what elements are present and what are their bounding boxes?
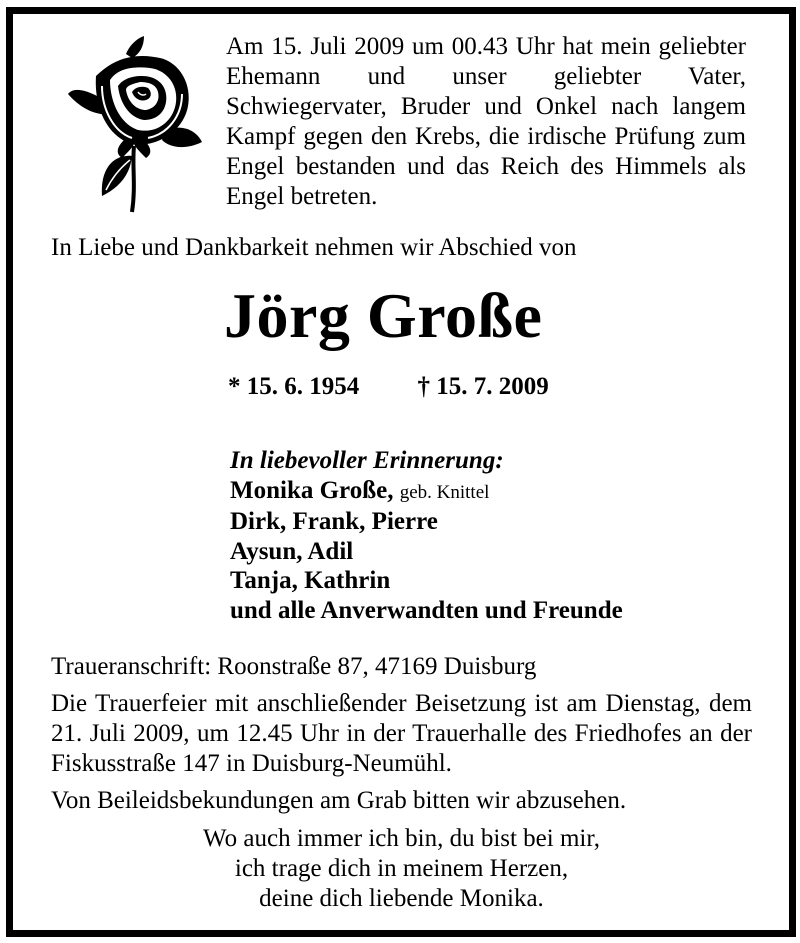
mourning-address: Traueranschrift: Roonstraße 87, 47169 Duisburg [51, 653, 537, 680]
mourner-name: und alle Anverwandten und Freunde [230, 596, 623, 624]
mourner-note: geb. Knittel [399, 481, 490, 503]
mourner-line [230, 476, 623, 508]
mourner-line [230, 566, 623, 596]
poem-line: deine dich liebende Monika. [259, 885, 544, 912]
mourner-name: Aysun, Adil [230, 537, 354, 565]
mourner-name: Tanja, Kathrin [230, 567, 391, 594]
deceased-name: Jörg Große [224, 280, 543, 351]
condolence-note: Von Beileidsbekundungen am Grab bitten wir abzusehen. [51, 787, 627, 814]
memory-heading: In liebevoller Erinnerung: [230, 447, 504, 474]
mourner-line [230, 596, 623, 626]
birth-date: * 15. 6. 1954 [228, 373, 360, 400]
farewell-line: In Liebe und Dankbarkeit nehmen wir Abschied von [51, 234, 577, 261]
mourner-line [230, 507, 623, 537]
rose-icon [66, 36, 206, 214]
poem-line: Wo auch immer ich bin, du bist bei mir, [203, 825, 600, 852]
death-date: † 15. 7. 2009 [417, 373, 549, 400]
intro-text: Am 15. Juli 2009 um 00.43 Uhr hat mein geliebter Ehemann und unser geliebter Vater, Schwiegervater, Bruder und Onkel nach langem Kampf gegen den Krebs, die irdische Prüfung zum Engel bestanden und das Reich des Himmels als Engel betreten. [226, 33, 746, 210]
mourner-name: Dirk, Frank, Pierre [230, 508, 438, 535]
life-dates [228, 372, 549, 402]
ceremony-text: Die Trauerfeier mit anschließender Beisetzung ist am Dienstag, dem 21. Juli 2009, um 12.45 Uhr in der Trauerhalle des Friedhofes an der Fiskusstraße 147 in Duisburg-Neumühl. [51, 690, 752, 777]
mourner-line [230, 537, 623, 567]
closing-poem [51, 824, 752, 914]
memory-block [230, 446, 623, 625]
poem-line: ich trage dich in meinem Herzen, [234, 855, 569, 882]
mourner-name: Monika Große, [230, 476, 394, 504]
